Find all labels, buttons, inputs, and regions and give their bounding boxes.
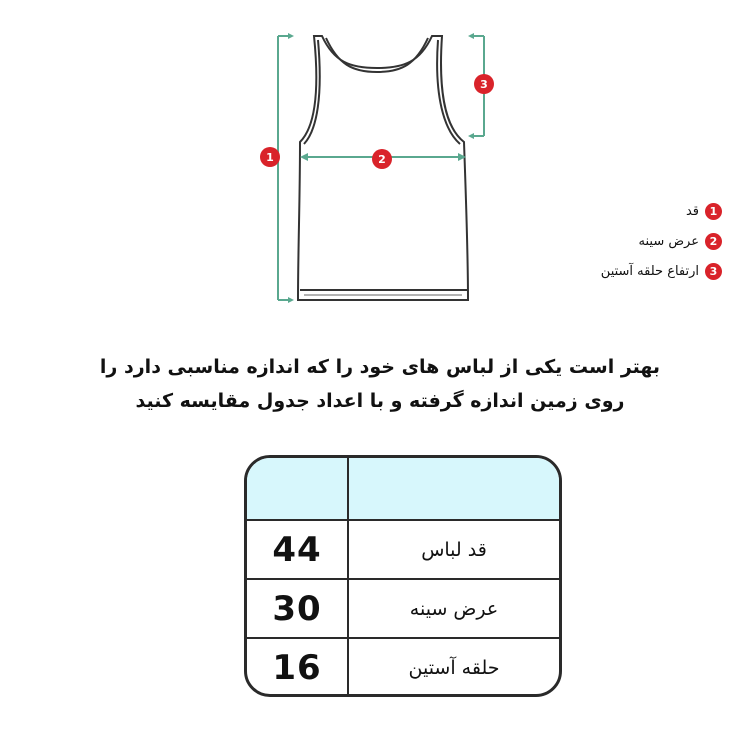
legend-label: ارتفاع حلقه آستین	[600, 263, 699, 279]
table-row	[247, 639, 559, 696]
label-cell	[349, 521, 559, 578]
instruction-line-2: روی زمین اندازه گرفته و با اعداد جدول مقایسه کنید	[135, 390, 625, 412]
hem-stitching	[304, 294, 462, 296]
size-table	[244, 455, 562, 697]
row-value: 30	[272, 588, 322, 629]
table-row	[247, 521, 559, 580]
label-cell	[349, 639, 559, 696]
marker-height-label: 1	[266, 151, 274, 164]
marker-armhole-label: 3	[480, 78, 488, 91]
legend-badge: 2	[705, 233, 722, 250]
table-header-row	[247, 458, 559, 521]
row-value: 16	[272, 647, 322, 688]
tank-top-diagram	[0, 0, 750, 340]
legend-item-armhole	[601, 256, 722, 286]
value-cell	[247, 521, 349, 578]
legend-badge: 1	[705, 203, 722, 220]
marker-chest-label: 2	[378, 153, 386, 166]
row-label: قد لباس	[421, 538, 487, 561]
label-cell	[349, 580, 559, 637]
instruction-text	[80, 350, 680, 418]
legend-label: قد	[685, 203, 699, 219]
marker-height	[260, 147, 280, 167]
header-cell-label	[349, 458, 559, 519]
row-value: 44	[272, 529, 322, 570]
legend-badge: 3	[705, 263, 722, 280]
legend	[601, 196, 722, 286]
row-label: عرض سینه	[409, 597, 499, 620]
value-cell	[247, 580, 349, 637]
legend-label: عرض سینه	[638, 233, 699, 249]
instruction-line-1: بهتر است یکی از لباس های خود را که اندازه مناسبی دارد را	[99, 356, 661, 378]
table-row	[247, 580, 559, 639]
legend-item-height	[601, 196, 722, 226]
value-cell	[247, 639, 349, 696]
header-cell-value	[247, 458, 349, 519]
legend-item-chest	[601, 226, 722, 256]
marker-chest	[372, 149, 392, 169]
marker-armhole	[474, 74, 494, 94]
row-label: حلقه آستین	[408, 656, 500, 679]
